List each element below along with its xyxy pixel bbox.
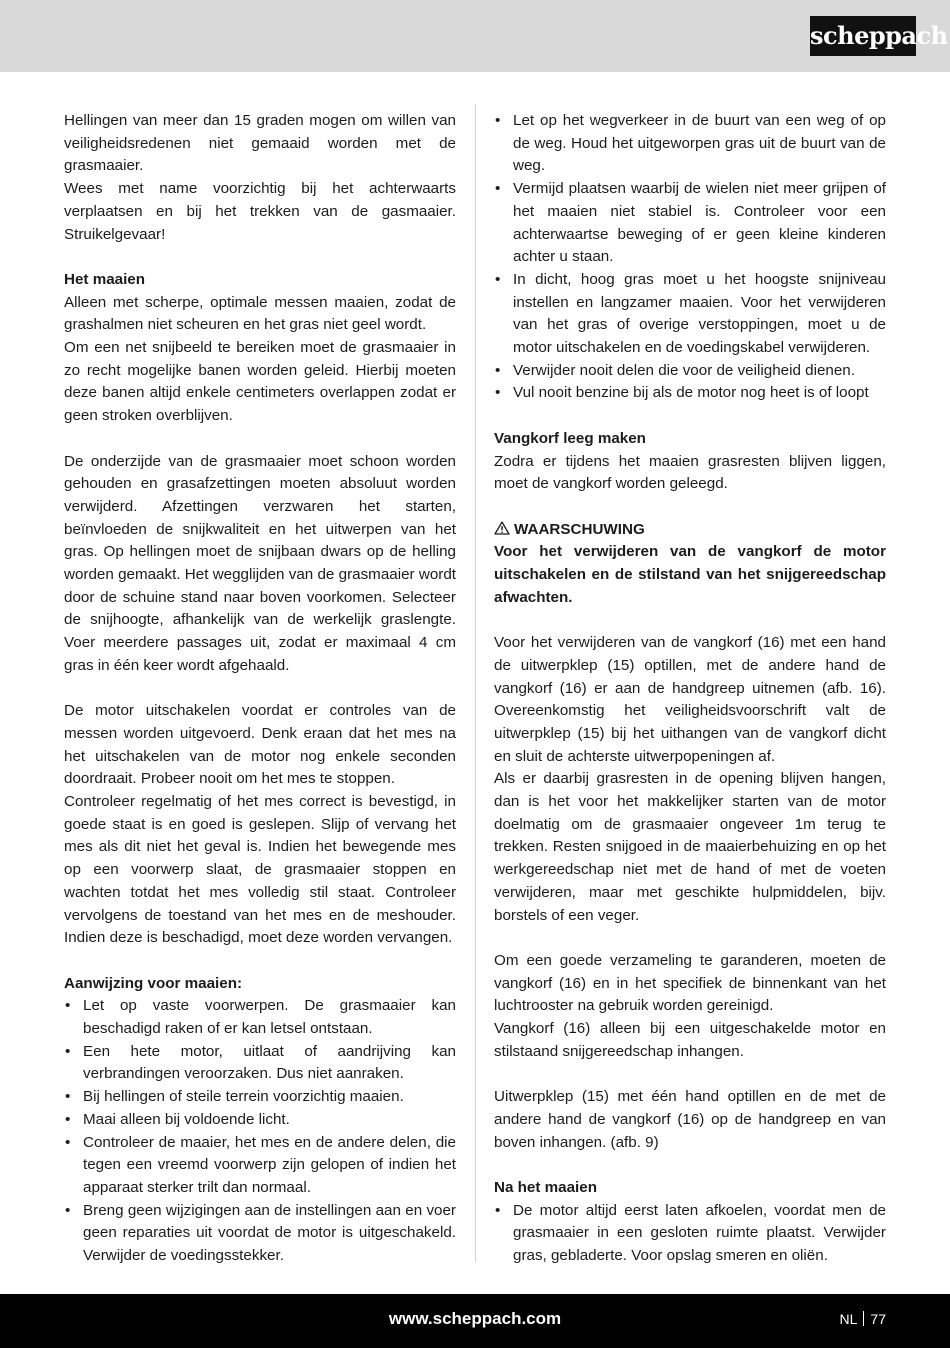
paragraph: De motor uitschakelen voordat er controles van de messen worden uitgevoerd. Denk eraan dat het mes na het uitschakelen van de motor nog enkele seconden doordraait. Probeer nooit om het mes te stoppen. [64, 702, 456, 788]
section-heading-na-maaien: Na het maaien [494, 1178, 597, 1196]
left-column [64, 110, 456, 1268]
list-item: • Vermijd plaatsen waarbij de wielen niet meer grijpen of het maaien niet stabiel is. Controleer voor een achterwaartse beweging of er geen kleine kinderen achter u staan. [494, 178, 886, 269]
paragraph: Zodra er tijdens het maaien grasresten blijven liggen, moet de vangkorf worden geleegd. [494, 452, 886, 493]
language-code: NL [839, 1311, 858, 1327]
list-item: • Bij hellingen of steile terrein voorzichtig maaien. [64, 1086, 456, 1109]
list-item: • Breng geen wijzigingen aan de instellingen aan en voer geen reparaties uit voordat de motor is uitgeschakeld. Verwijder de voedingsstekker. [64, 1200, 456, 1268]
bullet-list [64, 995, 456, 1267]
section-heading-vangkorf: Vangkorf leeg maken [494, 429, 646, 447]
warning-text: Voor het verwijderen van de vangkorf de motor uitschakelen en de stilstand van het snijgereedschap afwachten. [494, 543, 886, 606]
paragraph: Uitwerpklep (15) met één hand optillen en de met de andere hand de vangkorf (16) op de handgreep en van boven inhangen. (afb. 9) [494, 1088, 886, 1151]
paragraph: Om een net snijbeeld te bereiken moet de grasmaaier in zo recht mogelijke banen worden geleid. Hierbij moeten deze banen altijd enkele centimeters overlappen zodat er geen stroken overblijven. [64, 339, 456, 425]
paragraph: Voor het verwijderen van de vangkorf (16) met een hand de uitwerpklep (15) optillen, met de andere hand de vangkorf (16) er aan de handgreep uitnemen (afb. 16). Overeenkomstig het veiligheidsvoorschrift valt de uitwerpklep (15) bij het uithangen van de vangkorf dicht en sluit de achterste uitwerpopeningen af. [494, 634, 886, 765]
list-item: • Let op het wegverkeer in de buurt van een weg of op de weg. Houd het uitgeworpen gras uit de buurt van de weg. [494, 110, 886, 178]
paragraph: Hellingen van meer dan 15 graden mogen om willen van veiligheidsredenen niet gemaaid worden met de grasmaaier. [64, 112, 456, 175]
warning-heading [494, 519, 886, 542]
list-item: • Een hete motor, uitlaat of aandrijving kan verbrandingen veroorzaken. Dus niet aanraken. [64, 1041, 456, 1086]
bullet-list [494, 1200, 886, 1268]
page-num: 77 [870, 1311, 886, 1327]
paragraph: Vangkorf (16) alleen bij een uitgeschakelde motor en stilstaand snijgereedschap inhangen. [494, 1020, 886, 1060]
separator [863, 1311, 864, 1326]
footer-bar [0, 1294, 950, 1348]
warning-triangle-icon [494, 521, 510, 535]
list-item: • Let op vaste voorwerpen. De grasmaaier kan beschadigd raken of er kan letsel ontstaan. [64, 995, 456, 1040]
column-divider [475, 104, 476, 1262]
list-item: • Verwijder nooit delen die voor de veiligheid dienen. [494, 360, 886, 383]
list-item: • Maai alleen bij voldoende licht. [64, 1109, 456, 1132]
website-link[interactable]: www.scheppach.com [388, 1309, 562, 1328]
paragraph: De onderzijde van de grasmaaier moet schoon worden gehouden en grasafzettingen moeten absoluut worden verwijderd. Afzettingen verzwaren het starten, beïnvloeden de snijkwaliteit en het uitwerpen van het gras. Op hellingen moet de snijbaan dwars op de helling worden gemaakt. Het wegglijden van de grasmaaier wordt door de schuine stand naar boven voorkomen. Selecteer de snijhoogte, afhankelijk van de werkelijk graslengte. Voer meerdere passages uit, zodat er maximaal 4 cm gras in één keer wordt afgehaald. [64, 452, 456, 674]
bullet-list [494, 110, 886, 405]
section-heading-maaien: Het maaien [64, 270, 146, 288]
page-number [840, 1294, 886, 1344]
list-item: • In dicht, hoog gras moet u het hoogste snijniveau instellen en langzamer maaien. Voor het verwijderen van het gras of overige verstoppingen, moet u de motor uitschakelen en de voedingskabel verwijderen. [494, 269, 886, 360]
warning-title: WAARSCHUWING [514, 520, 645, 538]
right-column [494, 110, 886, 1268]
list-item: • Vul nooit benzine bij als de motor nog heet is of loopt [494, 382, 886, 405]
paragraph: Als er daarbij grasresten in de opening blijven hangen, dan is het voor het makkelijker starten van de motor doelmatig om de grasmaaier ongeveer 1m terug te trekken. Resten snijgoed in de maaierbehuizing en op het werkgereedschap niet met de hand of met de voeten verwijderen, maar met geschikte hulpmiddelen, bijv. borstels of een veger. [494, 770, 886, 924]
list-item: • De motor altijd eerst laten afkoelen, voordat men de grasmaaier in een gesloten ruimte plaatst. Verwijder gras, gebladerte. Voor opslag smeren en oliën. [494, 1200, 886, 1268]
header-bar [0, 0, 950, 72]
list-item: • Controleer de maaier, het mes en de andere delen, die tegen een vreemd voorwerp zijn gelopen of indien het apparaat sterker trilt dan normaal. [64, 1132, 456, 1200]
paragraph: Controleer regelmatig of het mes correct is bevestigd, in goede staat is en goed is geslepen. Slijp of vervang het mes als dit niet het geval is. Indien het bewegende mes op een voorwerp slaat, de grasmaaier stoppen en wachten totdat het mes volledig stil staat. Controleer vervolgens de toestand van het mes en de meshouder. Indien deze is beschadigd, moet deze worden vervangen. [64, 793, 456, 947]
paragraph: Om een goede verzameling te garanderen, moeten de vangkorf (16) en in het specifiek de binnenkant van het luchtrooster na gebruik worden gereinigd. [494, 951, 886, 1015]
scheppach-logo: scheppach [810, 16, 916, 56]
section-heading-aanwijzing: Aanwijzing voor maaien: [64, 974, 243, 992]
paragraph: Alleen met scherpe, optimale messen maaien, zodat de grashalmen niet scheuren en het gras niet geel wordt. [64, 293, 456, 334]
paragraph: Wees met name voorzichtig bij het achterwaarts verplaatsen en bij het trekken van de gasmaaier. Struikelgevaar! [64, 180, 456, 243]
